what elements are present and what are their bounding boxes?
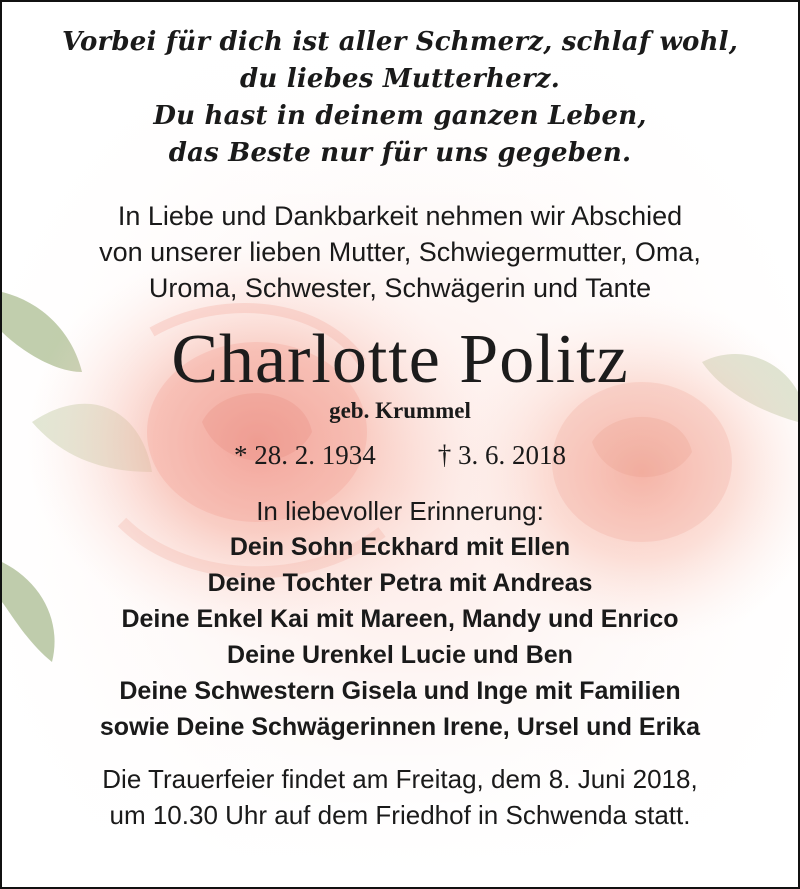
mourner-line: Deine Tochter Petra mit Andreas [207, 569, 593, 597]
poem-line: du liebes Mutterherz. [240, 64, 560, 94]
intro-line: In Liebe und Dankbarkeit nehmen wir Abschied [117, 201, 683, 231]
mourner-line: Dein Sohn Eckhard mit Ellen [229, 533, 571, 561]
funeral-line: Die Trauerfeier findet am Freitag, dem 8. Juni 2018, [102, 764, 698, 794]
intro-line: Uroma, Schwester, Schwägerin und Tante [148, 273, 652, 303]
funeral-line: um 10.30 Uhr auf dem Friedhof in Schwenda statt. [109, 800, 691, 830]
poem-line: das Beste nur für uns gegeben. [168, 138, 632, 168]
intro-line: von unserer lieben Mutter, Schwiegermutter, Oma, [99, 237, 701, 267]
farewell-intro [2, 198, 798, 306]
mourner-line: Deine Enkel Kai mit Mareen, Mandy und Enrico [121, 605, 679, 633]
birth-name: geb. Krummel [329, 398, 471, 423]
memorial-poem [2, 2, 798, 172]
birth-date: * 28. 2. 1934 [234, 440, 376, 470]
funeral-notice [2, 761, 798, 833]
mourner-line: Deine Urenkel Lucie und Ben [227, 641, 573, 669]
mourner-line: sowie Deine Schwägerinnen Irene, Ursel und Erika [99, 713, 701, 741]
deceased-name: Charlotte Politz [171, 321, 629, 398]
remembrance-heading: In liebevoller Erinnerung: [256, 496, 544, 526]
death-date: † 3. 6. 2018 [437, 440, 566, 470]
poem-line: Du hast in deinem ganzen Leben, [153, 101, 647, 131]
mourners-list [2, 529, 798, 745]
mourner-line: Deine Schwestern Gisela und Inge mit Familien [119, 677, 681, 705]
obituary-content [2, 2, 798, 833]
poem-line: Vorbei für dich ist aller Schmerz, schlaf wohl, [61, 27, 739, 57]
life-dates [2, 438, 798, 472]
